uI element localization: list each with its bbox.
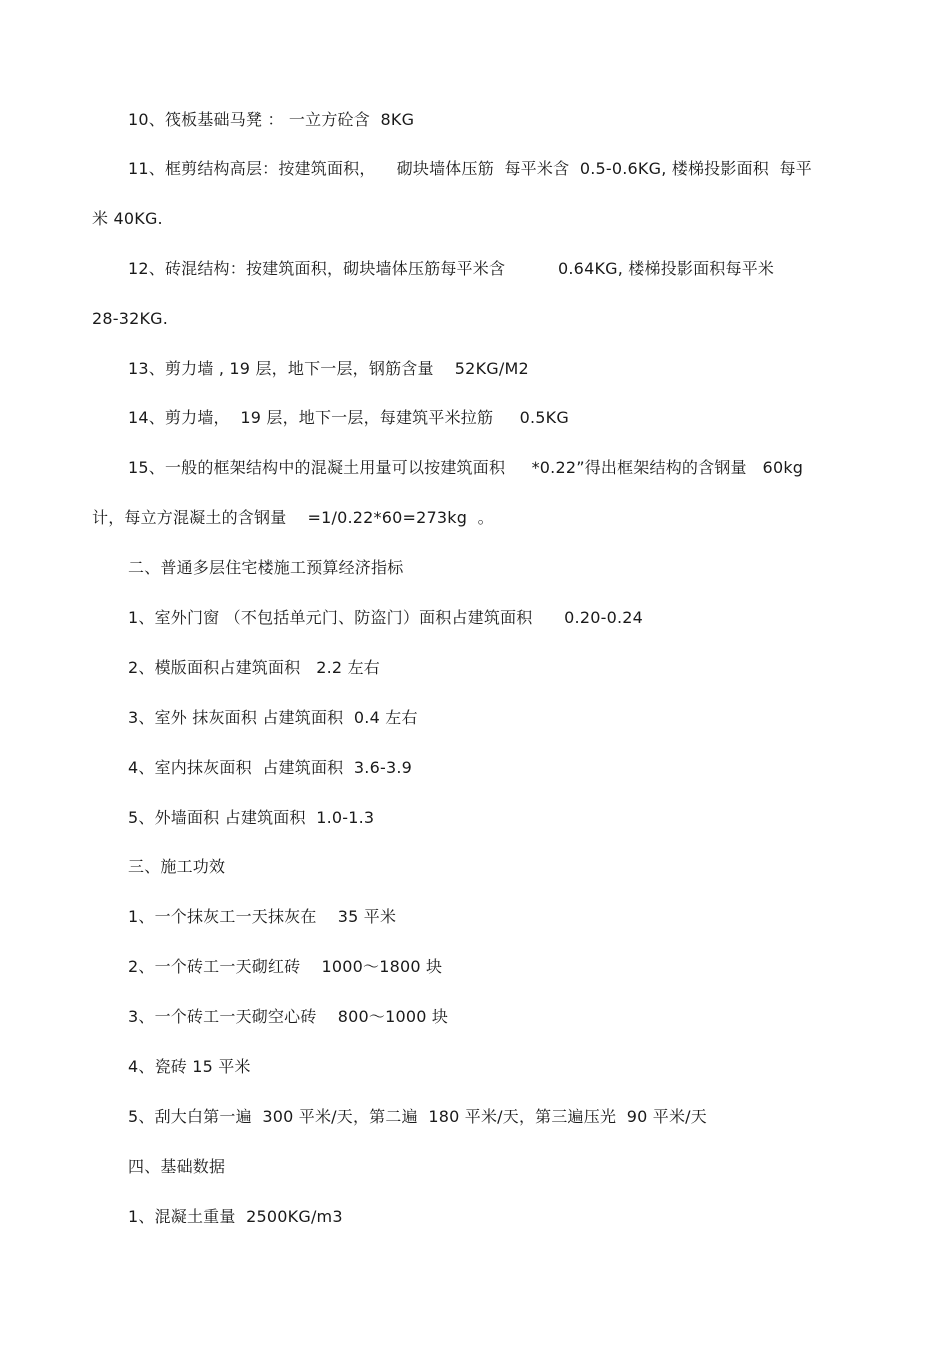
text-line-s2-item-2: 2、模版面积占建筑面积 2.2 左右 [128,658,380,677]
text-line-s3-item-5: 5、刮大白第一遍 300 平米/天，第二遍 180 平米/天，第三遍压光 90 平米/天 [128,1107,707,1126]
text-line-item-11-cont: 米 40KG. [92,209,163,228]
text-line-s2-item-4: 4、室内抹灰面积 占建筑面积 3.6-3.9 [128,758,412,777]
text-line-item-15-cont: 计，每立方混凝土的含钢量 =1/0.22*60=273kg 。 [92,508,494,527]
section-heading-4: 四、基础数据 [128,1157,226,1176]
text-line-s2-item-1: 1、室外门窗 （不包括单元门、防盗门）面积占建筑面积 0.20-0.24 [128,608,644,627]
text-line-item-11: 11、框剪结构高层：按建筑面积， 砌块墙体压筋 每平米含 0.5-0.6KG, 楼梯投影面积 每平 [128,159,812,178]
section-heading-2: 二、普通多层住宅楼施工预算经济指标 [128,558,404,577]
text-line-s3-item-4: 4、瓷砖 15 平米 [128,1057,251,1076]
text-line-s3-item-3: 3、一个砖工一天砌空心砖 800～1000 块 [128,1007,449,1026]
section-heading-3: 三、施工功效 [128,857,226,876]
text-line-item-14: 14、剪力墙， 19 层，地下一层，每建筑平米拉筋 0.5KG [128,408,569,427]
text-line-s3-item-2: 2、一个砖工一天砌红砖 1000～1800 块 [128,957,443,976]
text-line-s2-item-5: 5、外墙面积 占建筑面积 1.0-1.3 [128,808,375,827]
text-line-item-12-cont: 28-32KG. [92,309,169,328]
text-line-item-12: 12、砖混结构：按建筑面积，砌块墙体压筋每平米含 0.64KG, 楼梯投影面积每平米 [128,259,775,278]
text-line-s3-item-1: 1、一个抹灰工一天抹灰在 35 平米 [128,907,397,926]
text-line-item-15: 15、一般的框架结构中的混凝土用量可以按建筑面积 *0.22”得出框架结构的含钢量 60kg [128,458,804,477]
text-line-s4-item-1: 1、混凝土重量 2500KG/m3 [128,1207,343,1226]
text-line-item-13: 13、剪力墙 , 19 层，地下一层，钢筋含量 52KG/M2 [128,359,529,378]
text-line-s2-item-3: 3、室外 抹灰面积 占建筑面积 0.4 左右 [128,708,418,727]
text-line-item-10: 10、筏板基础马凳 ： 一立方砼含 8KG [128,110,415,129]
